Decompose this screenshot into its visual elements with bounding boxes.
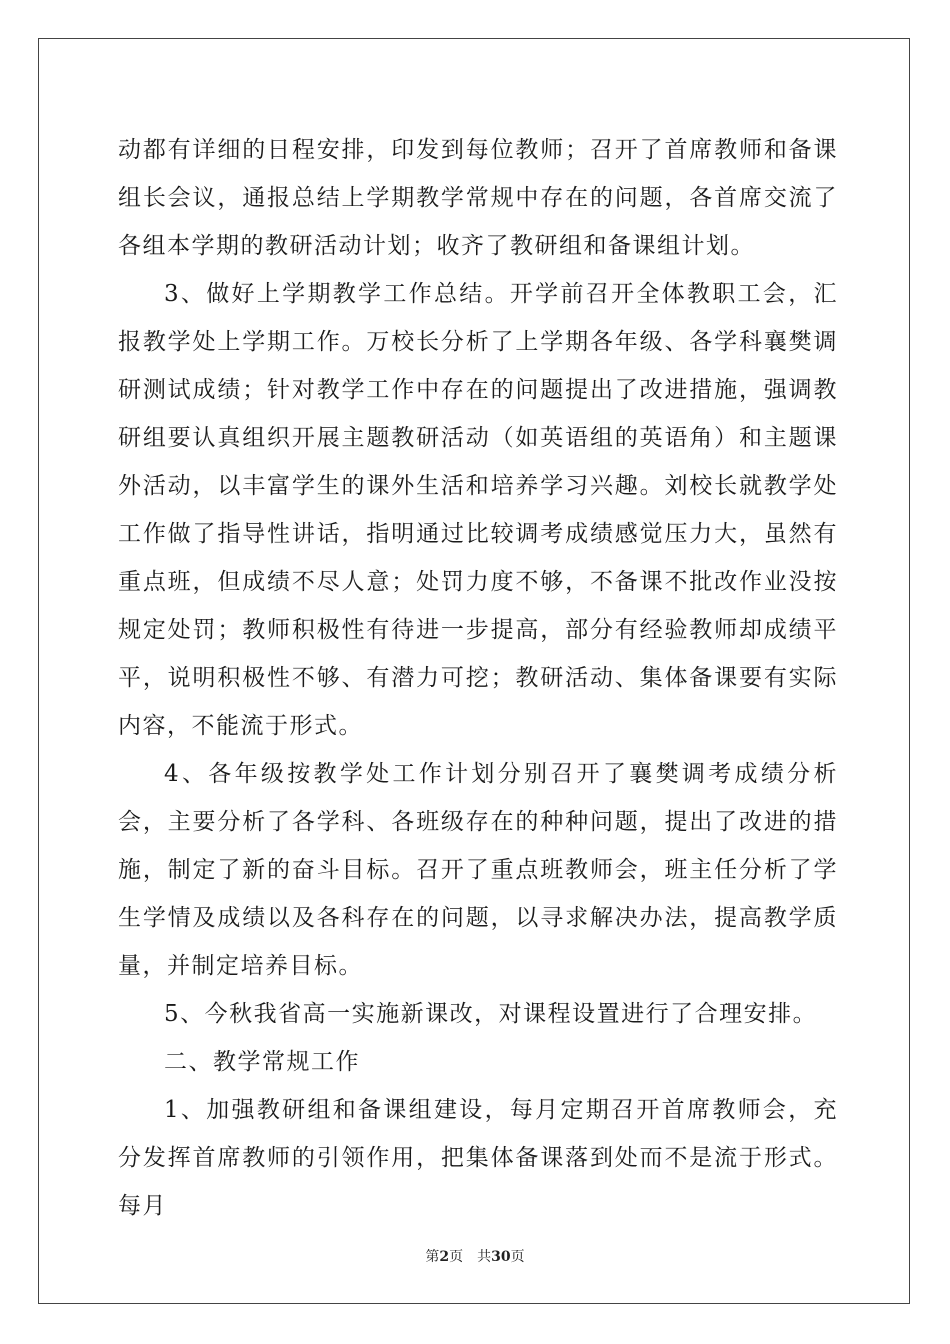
- document-body: [118, 126, 838, 1230]
- paragraph-item-5: 5、今秋我省高一实施新课改，对课程设置进行了合理安排。: [164, 1001, 818, 1027]
- paragraph-item-3: 3、做好上学期教学工作总结。开学前召开全体教职工会，汇报教学处上学期工作。万校长分析了上学期各年级、各学科襄樊调研测试成绩；针对教学工作中存在的问题提出了改进措施，强调教研组要认真组织开展主题教研活动（如英语组的英语角）和主题课外活动，以丰富学生的课外生活和培养学习兴趣。刘校长就教学处工作做了指导性讲话，指明通过比较调考成绩感觉压力大，虽然有重点班，但成绩不尽人意；处罚力度不够，不备课不批改作业没按规定处罚；教师积极性有待进一步提高，部分有经验教师却成绩平平，说明积极性不够、有潜力可挖；教研活动、集体备课要有实际内容，不能流于形式。: [118, 281, 838, 739]
- section-heading: 二、教学常规工作: [164, 1049, 360, 1075]
- paragraph-item-4: 4、各年级按教学处工作计划分别召开了襄樊调考成绩分析会，主要分析了各学科、各班级存在的种种问题，提出了改进的措施，制定了新的奋斗目标。召开了重点班教师会，班主任分析了学生学情及成绩以及各科存在的问题，以寻求解决办法，提高教学质量，并制定培养目标。: [118, 761, 838, 979]
- page-prefix: 第: [425, 1249, 440, 1265]
- paragraph-item-1: 1、加强教研组和备课组建设，每月定期召开首席教师会，充分发挥首席教师的引领作用，把集体备课落到处而不是流于形式。每月: [118, 1097, 838, 1219]
- page-number: 2: [439, 1249, 450, 1265]
- total-suffix: 页: [510, 1249, 525, 1265]
- total-prefix: 共: [477, 1249, 492, 1265]
- total-pages: 30: [491, 1249, 511, 1265]
- page-footer: [0, 1246, 950, 1266]
- page-suffix: 页: [449, 1249, 464, 1265]
- paragraph-continuation: 动都有详细的日程安排，印发到每位教师；召开了首席教师和备课组长会议，通报总结上学期教学常规中存在的问题，各首席交流了各组本学期的教研活动计划；收齐了教研组和备课组计划。: [118, 137, 838, 259]
